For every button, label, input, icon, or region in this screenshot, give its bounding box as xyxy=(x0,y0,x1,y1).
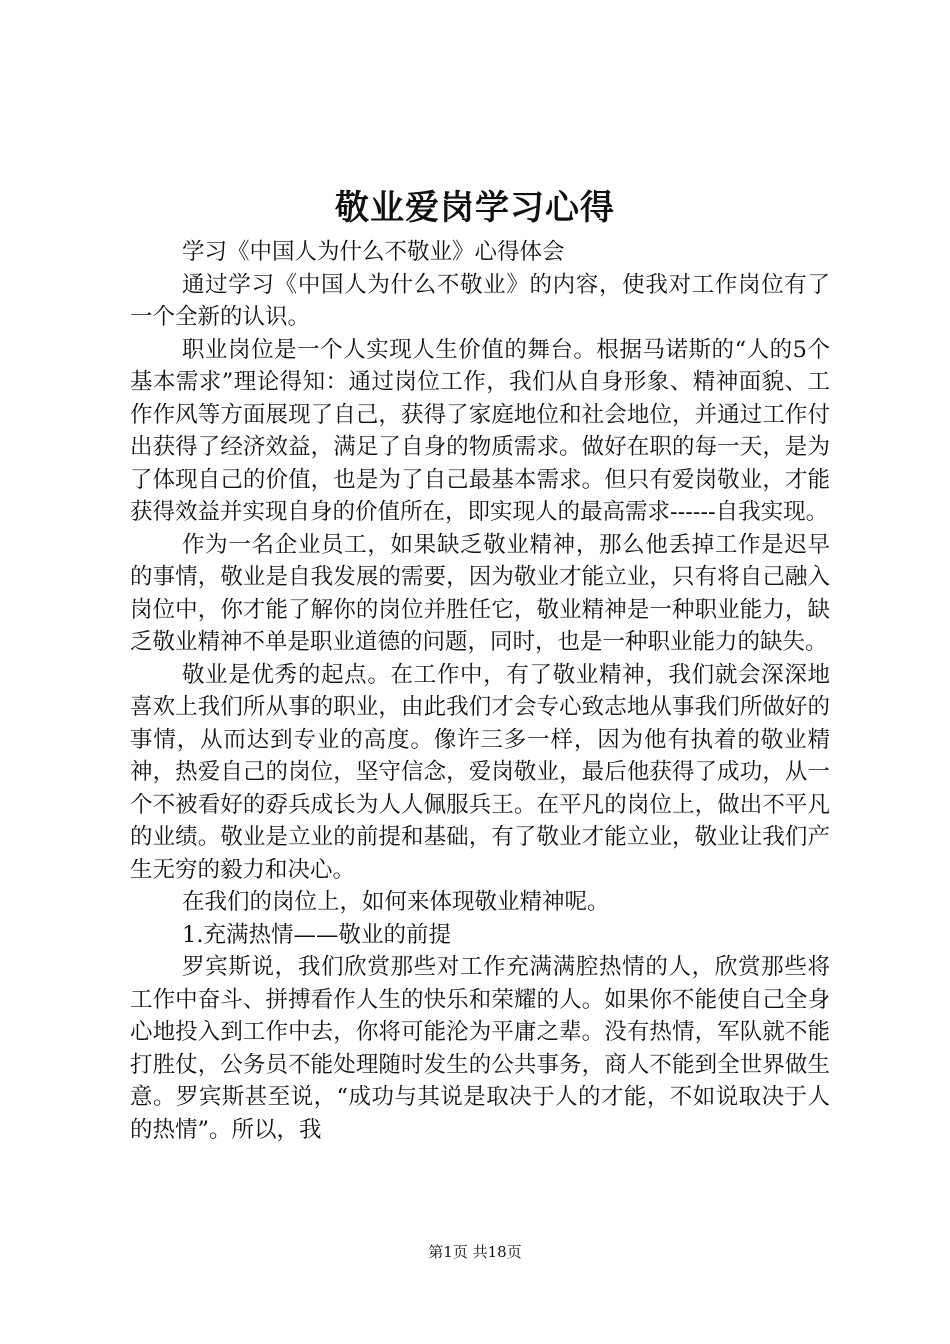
paragraph: 通过学习《中国人为什么不敬业》的内容，使我对工作岗位有了一个全新的认识。 xyxy=(130,271,830,330)
document-body xyxy=(130,236,830,1146)
section-heading: 1.充满热情——敬业的前提 xyxy=(182,921,451,948)
document-title: 敬业爱岗学习心得 xyxy=(335,188,615,228)
paragraph: 罗宾斯说，我们欣赏那些对工作充满满腔热情的人，欣赏那些将工作中奋斗、拼搏看作人生的快乐和荣耀的人。如果你不能使自己全身心地投入到工作中去，你将可能沦为平庸之辈。没有热情，军队就不能打胜仗，公务员不能处理随时发生的公共事务，商人不能到全世界做生意。罗宾斯甚至说，“成功与其说是取决于人的才能，不如说取决于人的热情”。所以，我 xyxy=(130,954,830,1143)
paragraph: 作为一名企业员工，如果缺乏敬业精神，那么他丢掉工作是迟早的事情，敬业是自我发展的需要，因为敬业才能立业，只有将自己融入岗位中，你才能了解你的岗位并胜任它，敬业精神是一种职业能力，缺乏敬业精神不单是职业道德的问题，同时，也是一种职业能力的缺失。 xyxy=(130,531,830,655)
paragraph: 职业岗位是一个人实现人生价值的舞台。根据马诺斯的“人的5个基本需求”理论得知：通过岗位工作，我们从自身形象、精神面貌、工作作风等方面展现了自己，获得了家庭地位和社会地位，并通过工作付出获得了经济效益，满足了自身的物质需求。做好在职的每一天，是为了体现自己的价值，也是为了自己最基本需求。但只有爱岗敬业，才能获得效益并实现自身的价值所在，即实现人的最高需求------自我实现。 xyxy=(130,336,830,525)
paragraph: 在我们的岗位上，如何来体现敬业精神呢。 xyxy=(182,889,610,915)
paragraph: 敬业是优秀的起点。在工作中，有了敬业精神，我们就会深深地喜欢上我们所从事的职业，由此我们才会专心致志地从事我们所做好的事情，从而达到专业的高度。像许三多一样，因为他有执着的敬业精神，热爱自己的岗位，坚守信念，爱岗敬业，最后他获得了成功，从一个不被看好的孬兵成长为人人佩服兵王。在平凡的岗位上，做出不平凡的业绩。敬业是立业的前提和基础，有了敬业才能立业，敬业让我们产生无穷的毅力和决心。 xyxy=(130,661,830,883)
paragraph-subtitle: 学习《中国人为什么不敬业》心得体会 xyxy=(182,239,565,265)
page-footer: 第1页 共18页 xyxy=(428,1243,522,1261)
